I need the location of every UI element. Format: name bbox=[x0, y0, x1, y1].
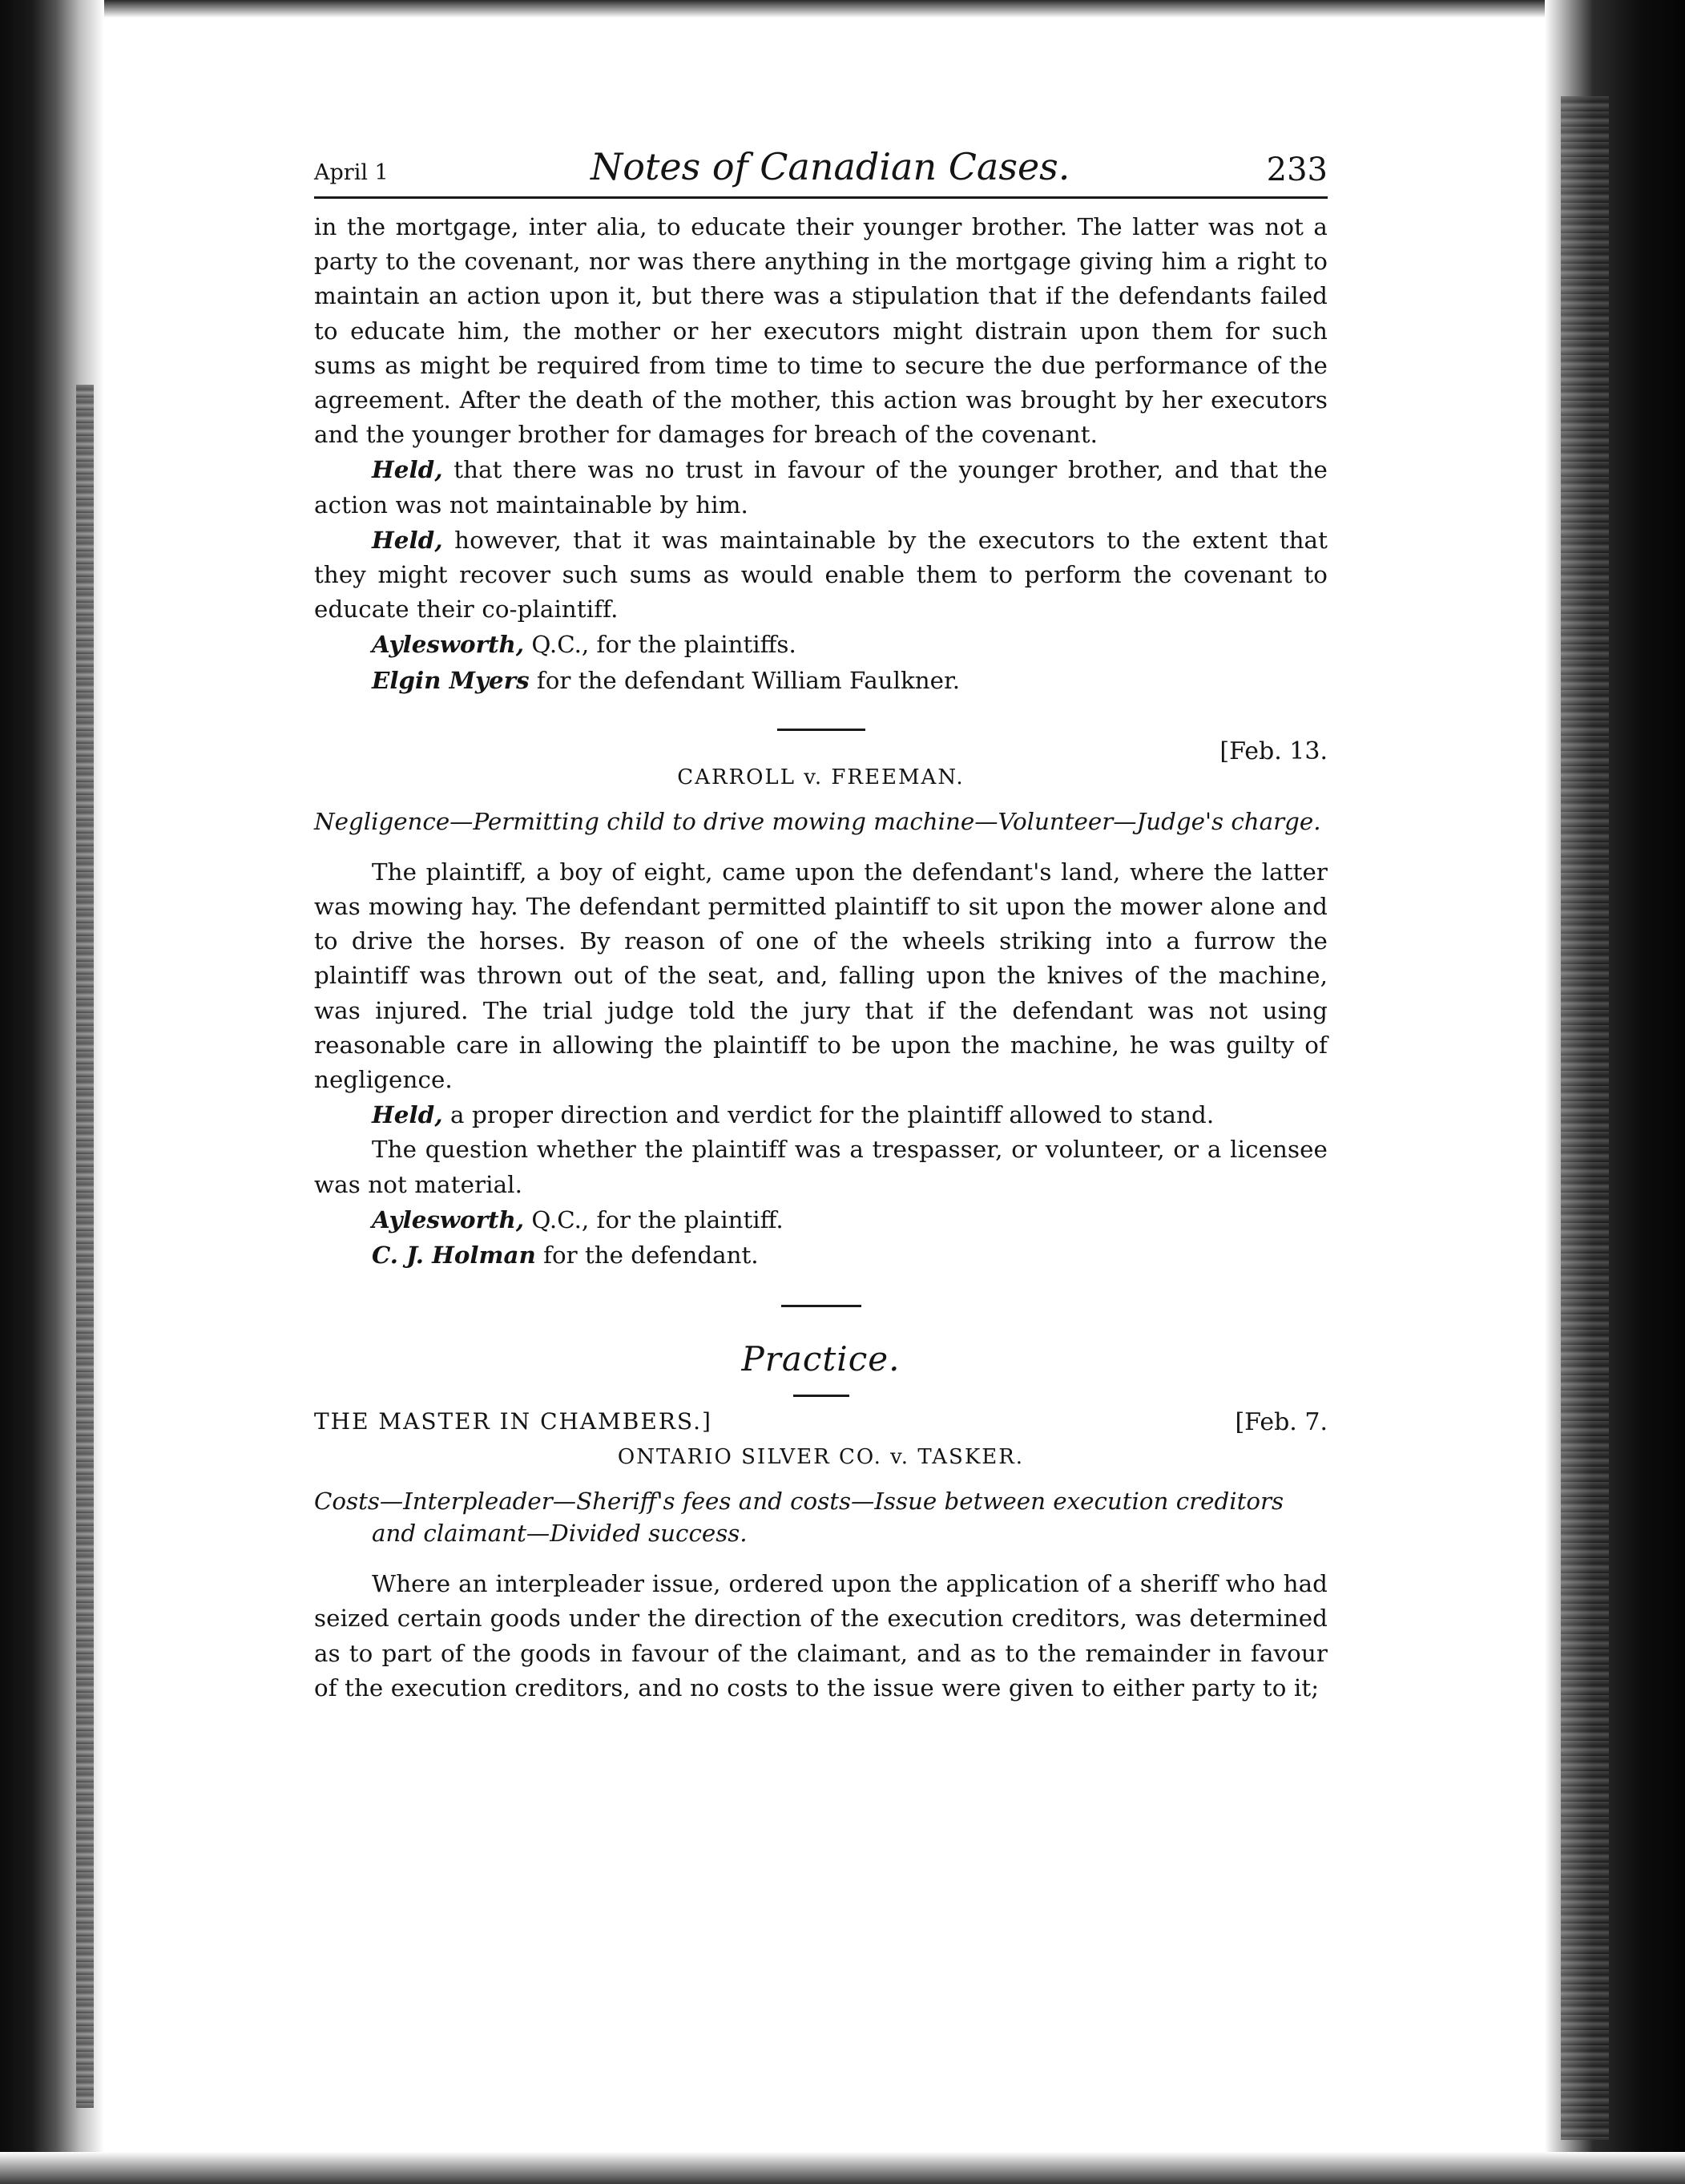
case-date: [Feb. 7. bbox=[1235, 1408, 1328, 1437]
page-number: 233 bbox=[1266, 151, 1328, 188]
counsel-name: Elgin Myers bbox=[372, 665, 530, 694]
header-date: April 1 bbox=[314, 160, 389, 185]
case-headnote: Costs—Interpleader—Sheriff's fees and costs—Issue between execution creditors and claimant—Divided success. bbox=[314, 1488, 1284, 1548]
held-paragraph bbox=[314, 452, 1328, 522]
scan-binding-left bbox=[76, 385, 94, 2108]
court-line bbox=[314, 1408, 1328, 1442]
scan-edge-top bbox=[0, 0, 1685, 18]
running-header bbox=[314, 145, 1328, 199]
case-title: ONTARIO SILVER CO. v. TASKER. bbox=[617, 1445, 1025, 1470]
scan-binding-right bbox=[1561, 96, 1609, 2140]
held-text: a proper direction and verdict for the plaintiff allowed to stand. bbox=[442, 1101, 1215, 1129]
section-title: Practice. bbox=[741, 1339, 901, 1379]
case-headnote: Negligence—Permitting child to drive mowing machine—Volunteer—Judge's charge. bbox=[314, 807, 1321, 835]
case-title: CARROLL v. FREEMAN. bbox=[677, 765, 965, 789]
held-label: Held, bbox=[372, 455, 443, 484]
counsel-line bbox=[314, 1202, 1328, 1237]
scan-edge-bottom bbox=[0, 2152, 1685, 2184]
counsel-name: Aylesworth, bbox=[372, 630, 525, 659]
counsel-text: Q.C., for the plaintiff. bbox=[524, 1205, 784, 1233]
counsel-name: C. J. Holman bbox=[372, 1241, 536, 1270]
case-body: The plaintiff, a boy of eight, came upon the defendant's land, where the latter was mowing hay. The defendant permitted plaintiff to sit upon the mower alone and to drive the horses. By reason of one of the wheels striking into a furrow the plaintiff was thrown out of the seat, and, falling upon the knives of the machine, was injured. The trial judge told the jury that if the defendant was not using reasonable care in allowing the plaintiff to be upon the machine, he was guilty of negligence. bbox=[314, 858, 1328, 1094]
opening-paragraph: in the mortgage, inter alia, to educate their younger brother. The latter was not a party to the covenant, nor was there anything in the mortgage giving him a right to maintain an action upon it, but there was a stipulation that if the defendants failed to educate him, the mother or her executors might distrain upon them for such sums as might be required from time to time to secure the due performance of the agreement. After the death of the mother, this action was brought by her executors and the younger brother for damages for breach of the covenant. bbox=[314, 213, 1328, 449]
held-label: Held, bbox=[372, 525, 443, 554]
case-date: [Feb. 13. bbox=[1219, 737, 1328, 765]
section-divider bbox=[777, 729, 865, 731]
case-body: Where an interpleader issue, ordered upon the application of a sheriff who had seized certain goods under the direction of the execution creditors, was determined as to part of the goods in favour of the claimant, and as to the remainder in favour of the execution creditors, and no costs to the issue were given to either party to it; bbox=[314, 1570, 1328, 1702]
counsel-text: Q.C., for the plaintiffs. bbox=[524, 631, 796, 659]
held-paragraph bbox=[314, 1097, 1328, 1132]
header-title: Notes of Canadian Cases. bbox=[591, 145, 1070, 188]
counsel-text: for the defendant William Faulkner. bbox=[529, 666, 961, 694]
court-name: THE MASTER IN CHAMBERS.] bbox=[314, 1408, 712, 1435]
counsel-line bbox=[314, 663, 1328, 698]
question-paragraph: The question whether the plaintiff was a trespasser, or volunteer, or a licensee was not material. bbox=[314, 1136, 1328, 1198]
counsel-name: Aylesworth, bbox=[372, 1205, 525, 1233]
held-text: however, that it was maintainable by the executors to the extent that they might recover such sums as would enable them to perform the covenant to educate their co-plaintiff. bbox=[314, 526, 1328, 624]
counsel-line bbox=[314, 627, 1328, 662]
counsel-text: for the defendant. bbox=[535, 1241, 759, 1270]
held-paragraph bbox=[314, 523, 1328, 628]
held-label: Held, bbox=[372, 1100, 443, 1129]
page-content bbox=[314, 145, 1328, 1706]
counsel-line bbox=[314, 1237, 1328, 1273]
held-text: that there was no trust in favour of the younger brother, and that the action was not maintainable by him. bbox=[314, 456, 1328, 519]
